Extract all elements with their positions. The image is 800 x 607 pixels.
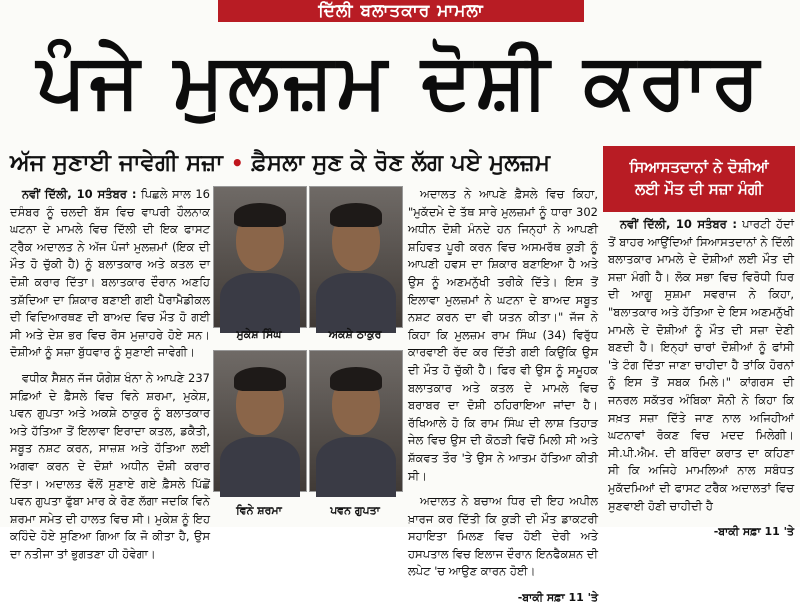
- photo-caption: ਪਵਨ ਗੁਪਤਾ: [330, 504, 380, 517]
- subhead-left: ਅੱਜ ਸੁਣਾਈ ਜਾਵੇਗੀ ਸਜ਼ਾ: [10, 150, 223, 176]
- sidebar-article: [608, 216, 794, 539]
- photo-caption: ਮੁਕੇਸ਼ ਸਿੰਘ: [236, 328, 282, 341]
- article-column-middle: [408, 186, 598, 605]
- subheadline: [10, 146, 596, 180]
- photo-pawan: [309, 350, 403, 492]
- article-paragraph: ਵਧੀਕ ਸੈਸ਼ਨ ਜੱਜ ਯੋਗੇਸ਼ ਖੰਨਾ ਨੇ ਆਪਣੇ 237 ਸਫ਼ਿਆਂ ਦੇ ਫ਼ੈਸਲੇ ਵਿਚ ਵਿਨੇ ਸ਼ਰਮਾ, ਮੁਕੇਸ਼, ਪਵਨ ਗੁਪਤਾ ਅਤੇ ਅਕਸ਼ੇ ਠਾਕੁਰ ਨੂੰ ਬਲਾਤਕਾਰ ਅਤੇ ਹੱਤਿਆ ਤੋਂ ਇਲਾਵਾ ਇਰਾਦਾ ਕਤਲ, ਡਕੈਤੀ, ਸਬੂਤ ਨਸ਼ਟ ਕਰਨ, ਸਾਜ਼ਸ਼ ਅਤੇ ਹੱਤਿਆ ਲਈ ਅਗਵਾ ਕਰਨ ਦੇ ਦੋਸ਼ਾਂ ਅਧੀਨ ਦੋਸ਼ੀ ਕਰਾਰ ਦਿੱਤਾ। ਅਦਾਲਤ ਵੱਲੋਂ ਸੁਣਾਏ ਗਏ ਫ਼ੈਸਲੇ ਪਿੱਛੋਂ ਪਵਨ ਗੁਪਤਾ ਫੁੱਬਾ ਮਾਰ ਕੇ ਰੋਣ ਲੱਗਾ ਜਦਕਿ ਵਿਨੇ ਸ਼ਰਮਾ ਸਮੇਤ ਦੀ ਹਾਲਤ ਵਿਚ ਸੀ। ਮੁਕੇਸ਼ ਨੂੰ ਇਹ ਕਹਿੰਦੇ ਹੋਏ ਸੁਣਿਆ ਗਿਆ ਕਿ ਜੋ ਕੀਤਾ ਹੈ, ਉਸ ਦਾ ਨਤੀਜਾ ਤਾਂ ਭੁਗਤਣਾ ਹੀ ਹੋਵੇਗਾ।: [10, 370, 210, 561]
- sidebar-title-line1: ਸਿਆਸਤਦਾਨਾਂ ਨੇ ਦੋਸ਼ੀਆਂ: [629, 158, 769, 176]
- article-paragraph: ਪਿਛਲੇ ਸਾਲ 16 ਦਸੰਬਰ ਨੂੰ ਚਲਦੀ ਬੱਸ ਵਿਚ ਵਾਪਰੀ ਹੌਲਨਾਕ ਘਟਨਾ ਦੇ ਮਾਮਲੇ ਵਿਚ ਦਿੱਲੀ ਦੀ ਇਕ ਫਾਸਟ ਟ੍ਰੈਕ ਅਦਾਲਤ ਨੇ ਅੱਜ ਪੰਜਾਂ ਮੁਲਜ਼ਮਾਂ (ਇਕ ਦੀ ਮੌਤ ਹੋ ਚੁੱਕੀ ਹੈ) ਨੂੰ ਬਲਾਤਕਾਰ ਅਤੇ ਕਤਲ ਦਾ ਦੋਸ਼ੀ ਕਰਾਰ ਦਿੱਤਾ। ਬਲਾਤਕਾਰ ਦੌਰਾਨ ਅਣਹਿ ਤਸ਼ੱਦਿਆ ਦਾ ਸ਼ਿਕਾਰ ਬਣਾਈ ਗਈ ਪੈਰਾਮੈਡੀਕਲ ਦੀ ਵਿਦਿਆਰਥਣ ਦੀ ਬਾਅਦ ਵਿਚ ਮੌਤ ਹੋ ਗਈ ਸੀ ਅਤੇ ਦੇਸ਼ ਭਰ ਵਿਚ ਰੋਸ ਮੁਜ਼ਾਹਰੇ ਹੋਏ ਸਨ। ਦੋਸ਼ੀਆਂ ਨੂੰ ਸਜ਼ਾ ਬੁੱਧਵਾਰ ਨੂੰ ਸੁਣਾਈ ਜਾਵੇਗੀ।: [10, 187, 210, 360]
- photo-akshay: [309, 186, 403, 328]
- dateline: ਨਵੀਂ ਦਿੱਲੀ, 10 ਸਤੰਬਰ :: [620, 217, 737, 231]
- photo-caption: ਅਕਸ਼ੇ ਠਾਕੁਰ: [328, 328, 382, 341]
- sidebar-title-line2: ਲਈ ਮੌਤ ਦੀ ਸਜ਼ਾ ਮੰਗੀ: [635, 180, 763, 198]
- bullet-icon: •: [230, 151, 244, 175]
- continued-note: -ਬਾਕੀ ਸਫ਼ਾ 11 'ਤੇ: [713, 525, 794, 539]
- article-paragraph: ਪਾਰਟੀ ਹੱਦਾਂ ਤੋਂ ਬਾਹਰ ਆਉਂਦਿਆਂ ਸਿਆਸਤਦਾਨਾਂ ਨੇ ਦਿੱਲੀ ਬਲਾਤਕਾਰ ਮਾਮਲੇ ਦੇ ਦੋਸ਼ੀਆਂ ਲਈ ਮੌਤ ਦੀ ਸਜ਼ਾ ਮੰਗੀ ਹੈ। ਲੋਕ ਸਭਾ ਵਿਚ ਵਿਰੋਧੀ ਧਿਰ ਦੀ ਆਗੂ ਸੁਸ਼ਮਾ ਸਵਰਾਜ ਨੇ ਕਿਹਾ, "ਬਲਾਤਕਾਰ ਅਤੇ ਹੱਤਿਆ ਦੇ ਇਸ ਅਣਮਨੁੱਖੀ ਮਾਮਲੇ ਦੇ ਦੋਸ਼ੀਆਂ ਨੂੰ ਮੌਤ ਦੀ ਸਜ਼ਾ ਦੇਣੀ ਬਣਦੀ ਹੈ। ਇਨ੍ਹਾਂ ਚਾਰਾਂ ਦੋਸ਼ੀਆਂ ਨੂੰ ਫਾਂਸੀ 'ਤੇ ਟੰਗ ਦਿੱਤਾ ਜਾਣਾ ਚਾਹੀਦਾ ਹੈ ਤਾਂਕਿ ਹੋਰਨਾਂ ਨੂੰ ਇਸ ਤੋਂ ਸਬਕ ਮਿਲੇ।" ਕਾਂਗਰਸ ਦੀ ਜਨਰਲ ਸਕੱਤਰ ਅੰਬਿਕਾ ਸੋਨੀ ਨੇ ਕਿਹਾ ਕਿ ਸਖ਼ਤ ਸਜ਼ਾ ਦਿੱਤੇ ਜਾਣ ਨਾਲ ਅਜਿਹੀਆਂ ਘਟਨਾਵਾਂ ਰੋਕਣ ਵਿਚ ਮਦਦ ਮਿਲੇਗੀ। ਸੀ.ਪੀ.ਐਮ. ਦੀ ਬਰਿੰਦਾ ਕਰਾਤ ਦਾ ਕਹਿਣਾ ਸੀ ਕਿ ਅਜਿਹੇ ਮਾਮਲਿਆਂ ਨਾਲ ਸਬੰਧਤ ਮੁਕੱਦਮਿਆਂ ਦੀ ਫਾਸਟ ਟਰੈਕ ਅਦਾਲਤਾਂ ਵਿਚ ਸੁਣਵਾਈ ਹੋਣੀ ਚਾਹੀਦੀ ਹੈ: [608, 217, 794, 513]
- section-banner: ਦਿੱਲੀ ਬਲਾਤਕਾਰ ਮਾਮਲਾ: [218, 0, 584, 22]
- photo-mukesh: [213, 186, 307, 328]
- sidebar-title-box: [603, 146, 795, 212]
- article-paragraph: ਅਦਾਲਤ ਨੇ ਆਪਣੇ ਫ਼ੈਸਲੇ ਵਿਚ ਕਿਹਾ, "ਮੁਕੱਦਮੇ ਦੇ ਤੱਥ ਸਾਰੇ ਮੁਲਜ਼ਮਾਂ ਨੂੰ ਧਾਰਾ 302 ਅਧੀਨ ਦੋਸ਼ੀ ਮੰਨਦੇ ਹਨ ਜਿਨ੍ਹਾਂ ਨੇ ਆਪਣੀ ਸ਼ਹਿਵਤ ਪੂਰੀ ਕਰਨ ਵਿਚ ਅਸਮਰੱਥ ਕੁੜੀ ਨੂੰ ਆਪਣੀ ਹਵਸ ਦਾ ਸ਼ਿਕਾਰ ਬਣਾਇਆ ਹੈ ਅਤੇ ਉਸ ਨੂੰ ਅਣਮਨੁੱਖੀ ਤਰੀਕੇ ਦਿੱਤੇ। ਇਸ ਤੋਂ ਇਲਾਵਾ ਮੁਲਜ਼ਮਾਂ ਨੇ ਘਟਨਾ ਦੇ ਬਾਅਦ ਸਬੂਤ ਨਸ਼ਟ ਕਰਨ ਦਾ ਵੀ ਯਤਨ ਕੀਤਾ।" ਜੱਜ ਨੇ ਕਿਹਾ ਕਿ ਮੁਲਜ਼ਮ ਰਾਮ ਸਿੰਘ (34) ਵਿਰੁੱਧ ਕਾਰਵਾਈ ਰੱਦ ਕਰ ਦਿੱਤੀ ਗਈ ਕਿਉਂਕਿ ਉਸ ਦੀ ਮੌਤ ਹੋ ਚੁੱਕੀ ਹੈ। ਫਿਰ ਵੀ ਉਸ ਨੂੰ ਸਮੂਹਕ ਬਲਾਤਕਾਰ ਅਤੇ ਕਤਲ ਦੇ ਮਾਮਲੇ ਵਿਚ ਬਰਾਬਰ ਦਾ ਦੋਸ਼ੀ ਠਹਿਰਾਇਆ ਜਾਂਦਾ ਹੈ। ਰੱਖਿਆਲੇ ਹੋ ਕਿ ਰਾਮ ਸਿੰਘ ਦੀ ਲਾਸ਼ ਤਿਹਾੜ ਜੇਲ ਵਿਚ ਉਸ ਦੀ ਕੋਠੜੀ ਵਿਚੋਂ ਮਿਲੀ ਸੀ ਅਤੇ ਸ਼ੱਕਵਤ ਤੌਰ 'ਤੇ ਉਸ ਨੇ ਆਤਮ ਹੱਤਿਆ ਕੀਤੀ ਸੀ।: [408, 187, 598, 483]
- headline: ਪੰਜੇ ਮੁਲਜ਼ਮ ਦੋਸ਼ੀ ਕਰਾਰ: [36, 36, 764, 125]
- subhead-right: ਫ਼ੈਸਲਾ ਸੁਣ ਕੇ ਰੋਣ ਲੱਗ ਪਏ ਮੁਲਜ਼ਮ: [251, 150, 550, 176]
- accused-photos: [213, 186, 403, 522]
- photo-caption: ਵਿਨੇ ਸ਼ਰਮਾ: [236, 504, 282, 517]
- photo-vinay: [213, 350, 307, 492]
- dateline: ਨਵੀਂ ਦਿੱਲੀ, 10 ਸਤੰਬਰ :: [22, 187, 137, 201]
- article-column-left: [10, 186, 210, 561]
- continued-note: -ਬਾਕੀ ਸਫ਼ਾ 11 'ਤੇ: [517, 591, 598, 605]
- article-paragraph: ਅਦਾਲਤ ਨੇ ਬਚਾਅ ਧਿਰ ਦੀ ਇਹ ਅਪੀਲ ਖ਼ਾਰਜ ਕਰ ਦਿੱਤੀ ਕਿ ਕੁੜੀ ਦੀ ਮੌਤ ਡਾਕਟਰੀ ਸਹਾਇਤਾ ਮਿਲਣ ਵਿਚ ਹੋਈ ਦੇਰੀ ਅਤੇ ਹਸਪਤਾਲ ਵਿਚ ਇਲਾਜ ਦੌਰਾਨ ਇਨਫੈਕਸ਼ਨ ਦੀ ਲਪੇਟ 'ਚ ਆਉਣ ਕਾਰਨ ਹੋਈ।: [408, 494, 598, 579]
